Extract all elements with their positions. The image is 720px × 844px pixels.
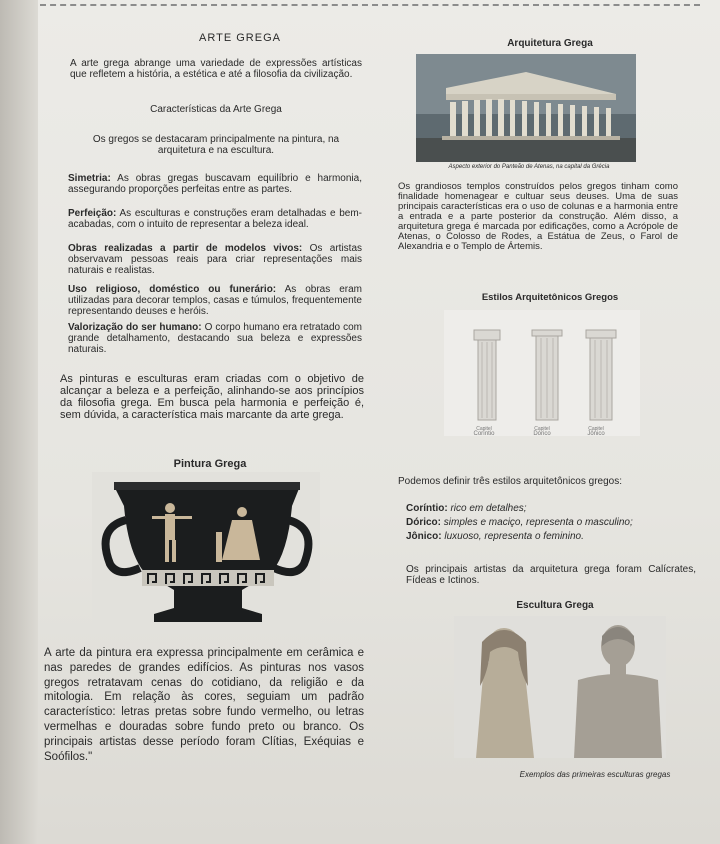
text-perfeicao: As esculturas e construções eram detalhadas e bem-acabadas, com o intuito de representar a beleza ideal. bbox=[68, 208, 362, 230]
closing-paragraph: As pinturas e esculturas eram criadas com o objetivo de alcançar a beleza e a perfeição, alinhando-se aos princípios da filosofia grega. Em busca pela harmonia e perfeição é, sem dúvida, a característica mais marcante da arte grega. bbox=[60, 373, 364, 421]
sculpture-heading: Escultura Grega bbox=[516, 600, 594, 611]
text-simetria: As obras gregas buscavam equilíbrio e harmonia, assegurando proporções perfeitas entre as partes. bbox=[68, 173, 362, 195]
styles-intro: Podemos definir três estilos arquitetônicos gregos: bbox=[398, 476, 623, 487]
style-corinthian bbox=[406, 503, 696, 514]
sculptures-caption: Exemplos das primeiras esculturas gregas bbox=[519, 770, 671, 779]
capitel-label-doric: Capitel bbox=[534, 426, 550, 432]
text-doric: simples e maciço, representa o masculino; bbox=[443, 517, 633, 528]
text-valorizacao: O corpo humano era retratado com grande detalhamento, destacando sua beleza e expressões naturais. bbox=[68, 322, 362, 355]
column-label-doric: Dórico bbox=[533, 431, 551, 437]
term-perfeicao: Perfeição: bbox=[68, 208, 117, 219]
text-corinthian: rico em detalhes; bbox=[450, 503, 527, 514]
styles-heading: Estilos Arquitetônicos Gregos bbox=[481, 292, 619, 303]
characteristics-heading: Características da Arte Grega bbox=[150, 104, 282, 115]
page-edge-shadow bbox=[0, 0, 38, 844]
intro-paragraph: A arte grega abrange uma variedade de expressões artísticas que refletem a história, a estética e até a filosofia da civilização. bbox=[70, 58, 362, 80]
text-modelos-vivos: Os artistas observavam pessoas reais para criar representações mais naturais e realistas. bbox=[68, 243, 363, 276]
term-corinthian: Coríntio: bbox=[406, 503, 448, 514]
text-ionic: luxuoso, representa o feminino. bbox=[444, 531, 584, 542]
style-doric bbox=[406, 517, 696, 528]
term-doric: Dórico: bbox=[406, 517, 441, 528]
capitel-label-ionic: Capitel bbox=[588, 426, 604, 432]
term-valorizacao: Valorização do ser humano: bbox=[68, 322, 202, 333]
style-ionic bbox=[406, 531, 696, 542]
characteristic-simetria bbox=[68, 173, 362, 195]
term-modelos-vivos: Obras realizadas a partir de modelos vivos: bbox=[68, 243, 303, 254]
characteristic-modelos-vivos bbox=[68, 243, 362, 276]
architecture-paragraph: Os grandiosos templos construídos pelos gregos tinham como finalidade homenagear e cultuar seus deuses. Uma de suas principais características era o uso de colunas e a harmonia entre a entrada e a parte posterior da construção. Além disso, a arquitetura grega é marcada por edificações, como a Acrópole de Atenas, o Colosso de Rodes, a Estátua de Zeus, o Farol de Alexandria e o Templo de Ártemis. bbox=[398, 181, 678, 252]
greek-vase-image bbox=[92, 472, 320, 627]
term-ionic: Jônico: bbox=[406, 531, 442, 542]
term-uso-religioso: Uso religioso, doméstico ou funerário: bbox=[68, 284, 277, 295]
painting-heading: Pintura Grega bbox=[173, 458, 247, 470]
parthenon-caption: Aspecto exterior do Panteão de Atenas, na capital da Grécia bbox=[448, 164, 610, 170]
column-label-corinthian: Coríntio bbox=[473, 431, 495, 437]
characteristic-uso-religioso bbox=[68, 284, 362, 317]
characteristic-valorizacao bbox=[68, 322, 362, 355]
perforation-line bbox=[40, 4, 700, 6]
column-label-ionic: Jônico bbox=[587, 431, 605, 437]
architecture-heading: Arquitetura Grega bbox=[507, 38, 593, 49]
column-orders-diagram bbox=[444, 310, 640, 436]
term-simetria: Simetria: bbox=[68, 173, 111, 184]
characteristics-intro: Os gregos se destacaram principalmente na pintura, na arquitetura e na escultura. bbox=[92, 134, 340, 156]
characteristic-perfeicao bbox=[68, 208, 362, 230]
architecture-artists: Os principais artistas da arquitetura grega foram Calícrates, Fídeas e Ictinos. bbox=[406, 564, 696, 586]
parthenon-photo bbox=[416, 54, 636, 162]
painting-paragraph: A arte da pintura era expressa principalmente em cerâmica e nas paredes de grandes edifícios. As pinturas nos vasos gregos retratavam cenas do cotidiano, da religião e da mitologia. Em relação às cores, seguiam um padrão característico: letras pretas sobre fundo vermelho, ou letras vermelhas e douradas sobre fundo preto ou branco. Os principais artistas desse período foram Clítias, Exéquias e Soófilos." bbox=[44, 647, 364, 763]
page-title: ARTE GREGA bbox=[199, 32, 281, 44]
capitel-label-corinthian: Capitel bbox=[476, 426, 492, 432]
text-uso-religioso: As obras eram utilizadas para decorar templos, casas e túmulos, frequentemente representando deuses e heróis. bbox=[68, 284, 362, 317]
sculptures-photo bbox=[454, 616, 666, 758]
